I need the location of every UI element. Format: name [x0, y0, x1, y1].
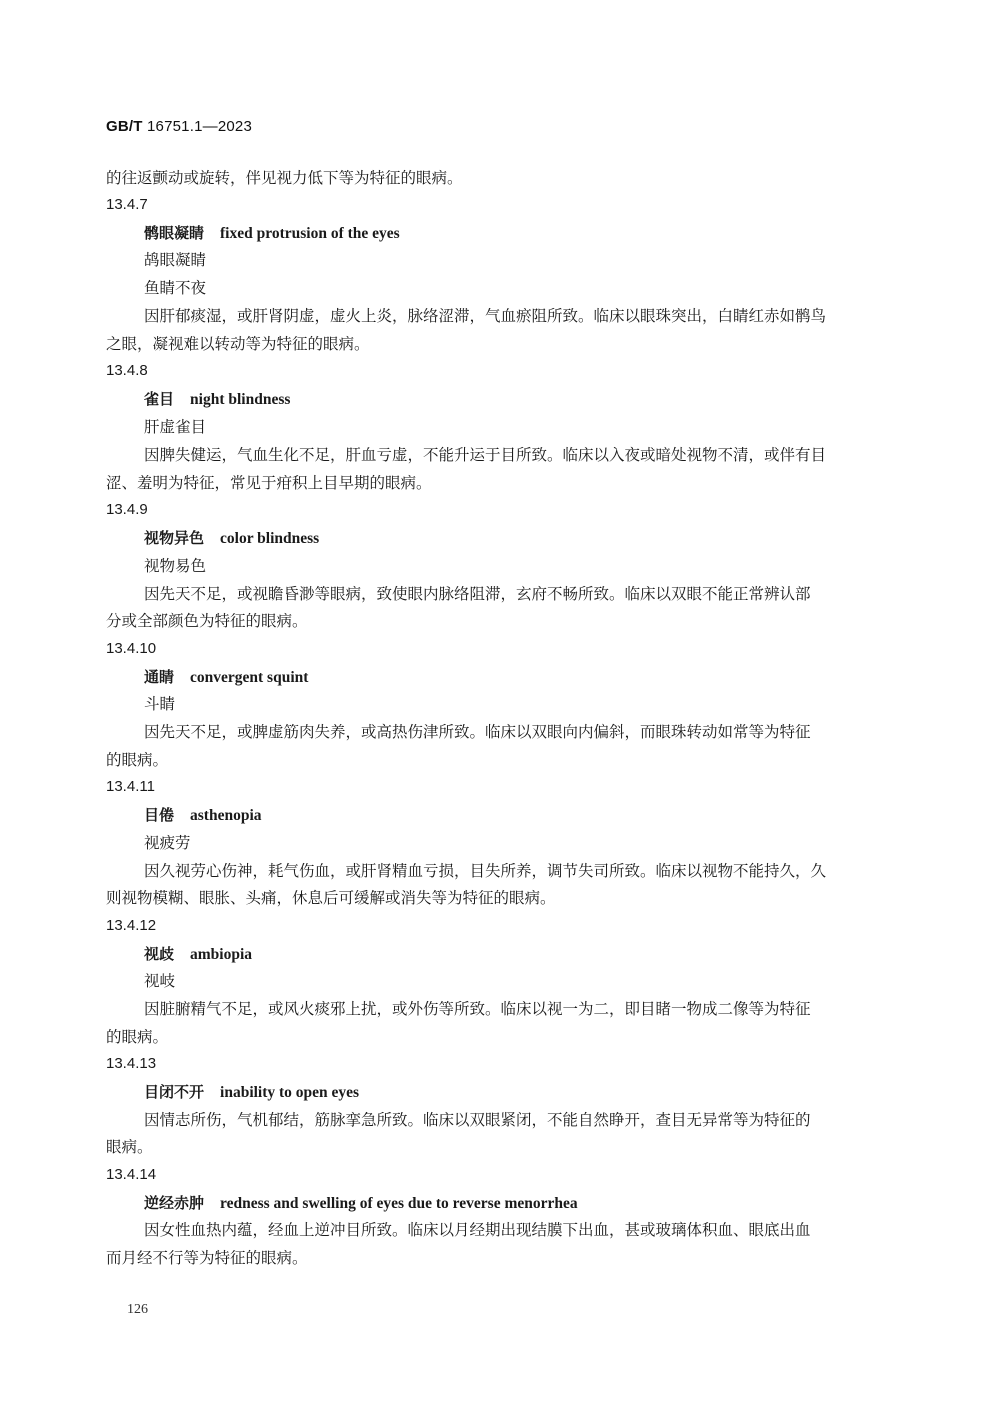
- term-zh: 通睛: [144, 668, 175, 686]
- entry-synonym: 视疲劳: [144, 834, 191, 852]
- entry-definition: 因女性血热内蕴，经血上逆冲目所致。临床以月经期出现结膜下出血，甚或玻璃体积血、眼底出血: [144, 1221, 811, 1239]
- entry-term: [144, 1193, 578, 1214]
- entry-definition: 而月经不行等为特征的眼病。: [106, 1249, 308, 1267]
- term-zh: 视歧: [144, 945, 175, 963]
- entry-number: 13.4.10: [106, 640, 157, 657]
- entry-term: [144, 1082, 359, 1103]
- term-zh: 目倦: [144, 806, 175, 824]
- entry-number: 13.4.9: [106, 501, 148, 518]
- entry-definition: 分或全部颜色为特征的眼病。: [106, 612, 308, 630]
- entry-definition: 因先天不足，或脾虚筋肉失养，或高热伤津所致。临床以双眼向内偏斜，而眼珠转动如常等为特征: [144, 723, 811, 741]
- term-en: night blindness: [190, 391, 291, 408]
- entry-definition: 因久视劳心伤神，耗气伤血，或肝肾精血亏损，目失所养，调节失司所致。临床以视物不能持久，久: [144, 862, 827, 880]
- term-zh: 雀目: [144, 390, 175, 408]
- entry-synonym: 肝虚雀目: [144, 418, 207, 436]
- continuation-text: 的往返颤动或旋转，伴见视力低下等为特征的眼病。: [106, 169, 463, 187]
- entry-number: 13.4.8: [106, 362, 148, 379]
- entry-synonym: 鸪眼凝睛: [144, 251, 207, 269]
- entry-definition: 因脾失健运，气血生化不足，肝血亏虚，不能升运于目所致。临床以入夜或暗处视物不清，或伴有目: [144, 446, 827, 464]
- entry-definition: 则视物模糊、眼胀、头痛，休息后可缓解或消失等为特征的眼病。: [106, 889, 556, 907]
- term-en: fixed protrusion of the eyes: [220, 225, 400, 242]
- entry-number: 13.4.7: [106, 196, 148, 213]
- entry-number: 13.4.12: [106, 917, 157, 934]
- entry-synonym: 视物易色: [144, 557, 207, 575]
- entry-definition: 眼病。: [106, 1138, 153, 1156]
- term-zh: 目闭不开: [144, 1083, 205, 1101]
- term-en: ambiopia: [190, 946, 253, 963]
- page-number: 126: [127, 1302, 148, 1317]
- entry-definition: 的眼病。: [106, 1028, 169, 1046]
- entry-term: [144, 389, 290, 410]
- entry-number: 13.4.14: [106, 1166, 157, 1183]
- term-zh: 视物异色: [144, 529, 205, 547]
- entry-number: 13.4.13: [106, 1055, 157, 1072]
- entry-term: [144, 667, 308, 688]
- term-en: asthenopia: [190, 807, 262, 824]
- entry-definition: 因先天不足，或视瞻昏渺等眼病，致使眼内脉络阻滞，玄府不畅所致。临床以双眼不能正常辨认部: [144, 585, 811, 603]
- entry-definition: 之眼，凝视难以转动等为特征的眼病。: [106, 335, 370, 353]
- term-en: color blindness: [220, 530, 320, 547]
- term-en: convergent squint: [190, 669, 309, 686]
- entry-definition: 因脏腑精气不足，或风火痰邪上扰，或外伤等所致。临床以视一为二，即目睹一物成二像等为特征: [144, 1000, 811, 1018]
- term-zh: 鹘眼凝睛: [144, 224, 205, 242]
- entry-synonym: 斗睛: [144, 695, 176, 713]
- entry-synonym: 视岐: [144, 972, 176, 990]
- entry-term: [144, 528, 319, 549]
- entry-term: [144, 223, 400, 244]
- term-en: redness and swelling of eyes due to reverse menorrhea: [220, 1195, 578, 1212]
- entry-definition: 涩、羞明为特征，常见于疳积上目早期的眼病。: [106, 474, 432, 492]
- entry-definition: 因情志所伤，气机郁结，筋脉挛急所致。临床以双眼紧闭，不能自然睁开，查目无异常等为特征的: [144, 1111, 811, 1129]
- standard-prefix: GB/T: [106, 118, 143, 135]
- entry-number: 13.4.11: [106, 778, 155, 795]
- entry-definition: 的眼病。: [106, 751, 169, 769]
- entry-term: [144, 944, 252, 965]
- entry-synonym: 鱼睛不夜: [144, 279, 207, 297]
- term-zh: 逆经赤肿: [144, 1194, 205, 1212]
- entry-term: [144, 805, 262, 826]
- document-header: [106, 118, 252, 135]
- standard-code: 16751.1—2023: [147, 118, 253, 135]
- term-en: inability to open eyes: [220, 1084, 360, 1101]
- entry-definition: 因肝郁痰湿，或肝肾阴虚，虚火上炎，脉络涩滞，气血瘀阻所致。临床以眼珠突出，白睛红赤如鹘鸟: [144, 307, 827, 325]
